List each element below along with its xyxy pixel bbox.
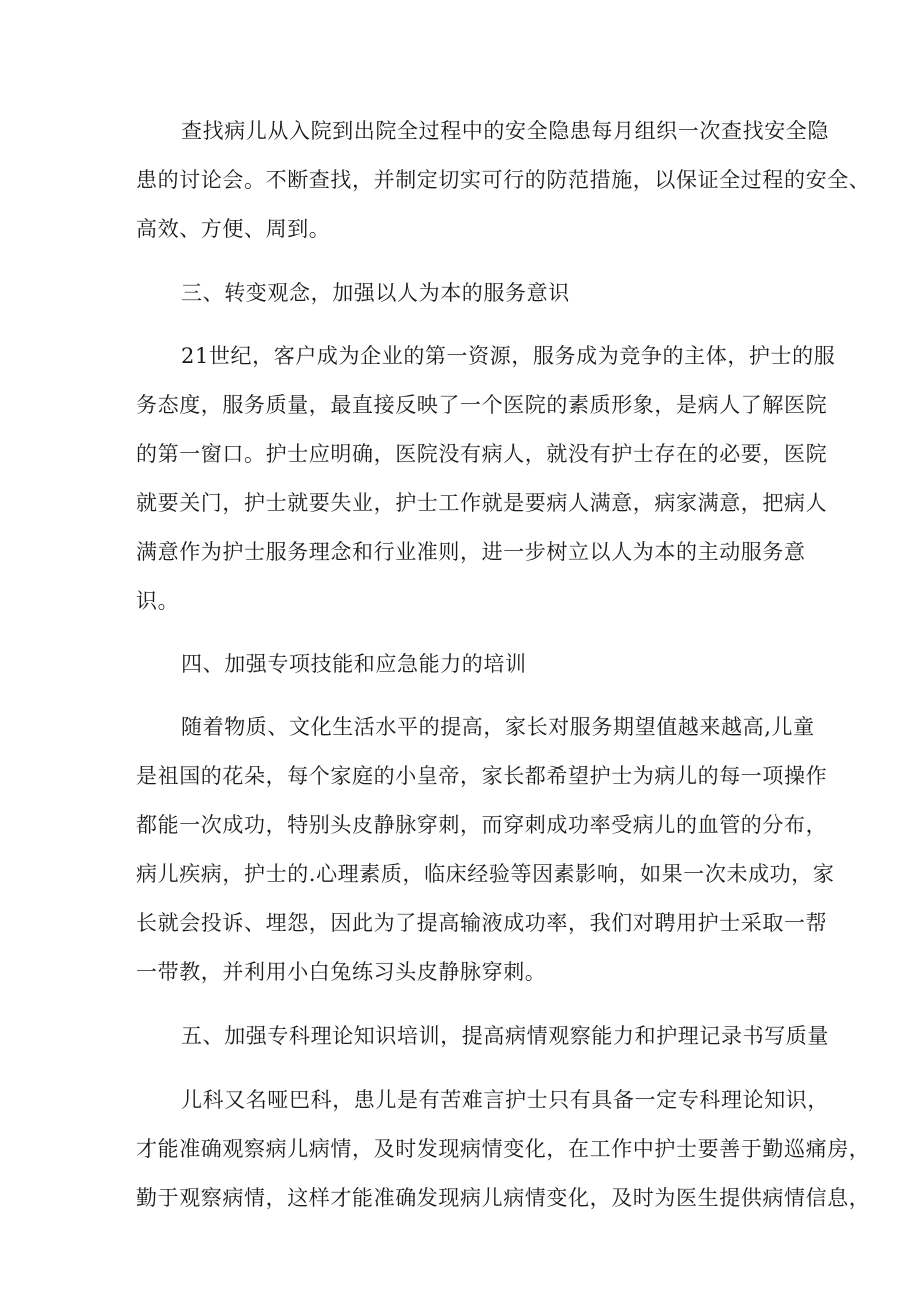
paragraph-4-line-1: 儿科又名哑巴科，患儿是有苦难言护士只有具备一定专科理论知识， xyxy=(181,1088,829,1112)
section-heading-5: 五、加强专科理论知识培训，提高病情观察能力和护理记录书写质量 xyxy=(181,1024,829,1048)
paragraph-2-line-6: 识。 xyxy=(136,589,180,613)
paragraph-4-line-3: 勤于观察病情，这样才能准确发现病儿病情变化，及时为医生提供病情信息， xyxy=(136,1186,871,1210)
paragraph-2-line-1: 21世纪，客户成为企业的第一资源，服务成为竞争的主体，护士的服 xyxy=(181,344,836,368)
section-heading-3: 三、转变观念，加强以人为本的服务意识 xyxy=(181,281,570,305)
paragraph-1-line-1: 查找病儿从入院到出院全过程中的安全隐患每月组织一次查找安全隐 xyxy=(181,119,829,143)
paragraph-2-line-4: 就要关门，护士就要失业，护士工作就是要病人满意，病家满意，把病人 xyxy=(136,491,828,515)
paragraph-3-line-2: 是祖国的花朵，每个家庭的小皇帝，家长都希望护士为病儿的每一项操作 xyxy=(136,764,828,788)
paragraph-2-line-3: 的第一窗口。护士应明确，医院没有病人，就没有护士存在的必要，医院 xyxy=(136,442,828,466)
paragraph-3-line-3: 都能一次成功，特别头皮静脉穿刺，而穿刺成功率受病儿的血管的分布， xyxy=(136,813,828,837)
paragraph-3-line-4: 病儿疾病，护士的.心理素质，临床经验等因素影响，如果一次未成功，家 xyxy=(136,862,835,886)
paragraph-4-line-2: 才能准确观察病儿病情，及时发现病情变化，在工作中护士要善于勤巡痛房， xyxy=(136,1137,871,1161)
paragraph-3-line-5: 长就会投诉、埋怨，因此为了提高输液成功率，我们对聘用护士采取一帮 xyxy=(136,911,828,935)
paragraph-1-line-3: 高效、方便、周到。 xyxy=(136,217,331,241)
paragraph-2-line-2: 务态度，服务质量，最直接反映了一个医院的素质形象，是病人了解医院 xyxy=(136,393,828,417)
paragraph-1-line-2: 患的讨论会。不断查找，并制定切实可行的防范措施，以保证全过程的安全、 xyxy=(136,168,871,192)
paragraph-3-line-6: 一带教，并利用小白兔练习头皮静脉穿刺。 xyxy=(136,960,547,984)
paragraph-2-line-5: 满意作为护士服务理念和行业准则，进一步树立以人为本的主动服务意 xyxy=(136,540,806,564)
paragraph-3-line-1: 随着物质、文化生活水平的提高，家长对服务期望值越来越高,儿童 xyxy=(181,715,815,739)
section-heading-4: 四、加强专项技能和应急能力的培训 xyxy=(181,652,527,676)
